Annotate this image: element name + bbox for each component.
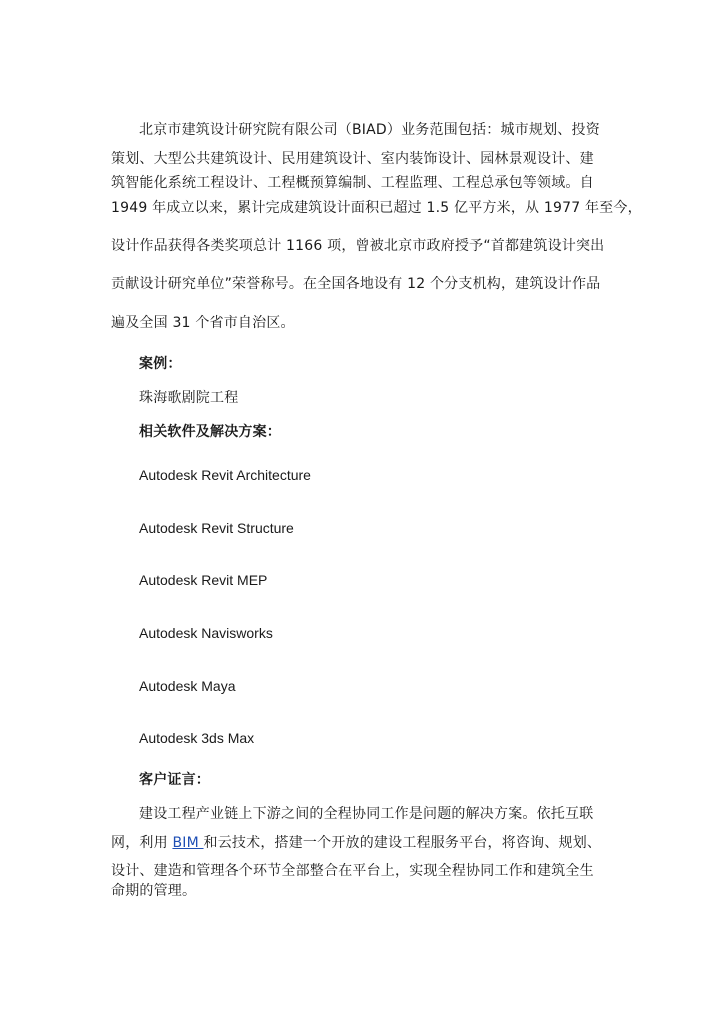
software-item-maya: Autodesk Maya: [139, 678, 236, 694]
bim-link[interactable]: BIM: [172, 835, 204, 851]
testimonial-line-1: 建设工程产业链上下游之间的全程协同工作是问题的解决方案。依托互联: [139, 806, 594, 822]
software-item-revit-mep: Autodesk Revit MEP: [139, 572, 268, 588]
intro-line-1: 北京市建筑设计研究院有限公司（BIAD）业务范围包括：城市规划、投资: [139, 122, 600, 138]
intro-line-7: 遍及全国 31 个省市自治区。: [111, 315, 295, 331]
intro-line-3: 筑智能化系统工程设计、工程概预算编制、工程监理、工程总承包等领域。自: [111, 175, 594, 191]
testimonial-line-4: 命期的管理。: [111, 883, 197, 899]
software-heading: 相关软件及解决方案：: [139, 424, 281, 440]
case-heading: 案例：: [139, 356, 182, 372]
testimonial-line-2-end: 和云技术，搭建一个开放的建设工程服务平台，将咨询、规划、: [203, 835, 602, 851]
software-item-revit-structure: Autodesk Revit Structure: [139, 520, 294, 536]
case-name: 珠海歌剧院工程: [139, 390, 239, 406]
software-item-navisworks: Autodesk Navisworks: [139, 625, 273, 641]
intro-line-2: 策划、大型公共建筑设计、民用建筑设计、室内装饰设计、园林景观设计、建: [111, 151, 594, 167]
software-item-revit-architecture: Autodesk Revit Architecture: [139, 467, 311, 483]
intro-line-6: 贡献设计研究单位”荣誉称号。在全国各地设有 12 个分支机构，建筑设计作品: [111, 276, 601, 292]
intro-line-5: 设计作品获得各类奖项总计 1166 项，曾被北京市政府授予“首都建筑设计突出: [111, 238, 605, 254]
testimonial-line-3: 设计、建造和管理各个环节全部整合在平台上，实现全程协同工作和建筑全生: [111, 863, 594, 879]
intro-line-4: 1949 年成立以来，累计完成建筑设计面积已超过 1.5 亿平方米，从 1977 年至今，: [111, 200, 642, 216]
testimonial-line-2-start: 网，利用: [111, 835, 173, 851]
testimonial-heading: 客户证言：: [139, 772, 210, 788]
software-item-3ds-max: Autodesk 3ds Max: [139, 730, 255, 746]
testimonial-line-2: [111, 834, 601, 852]
